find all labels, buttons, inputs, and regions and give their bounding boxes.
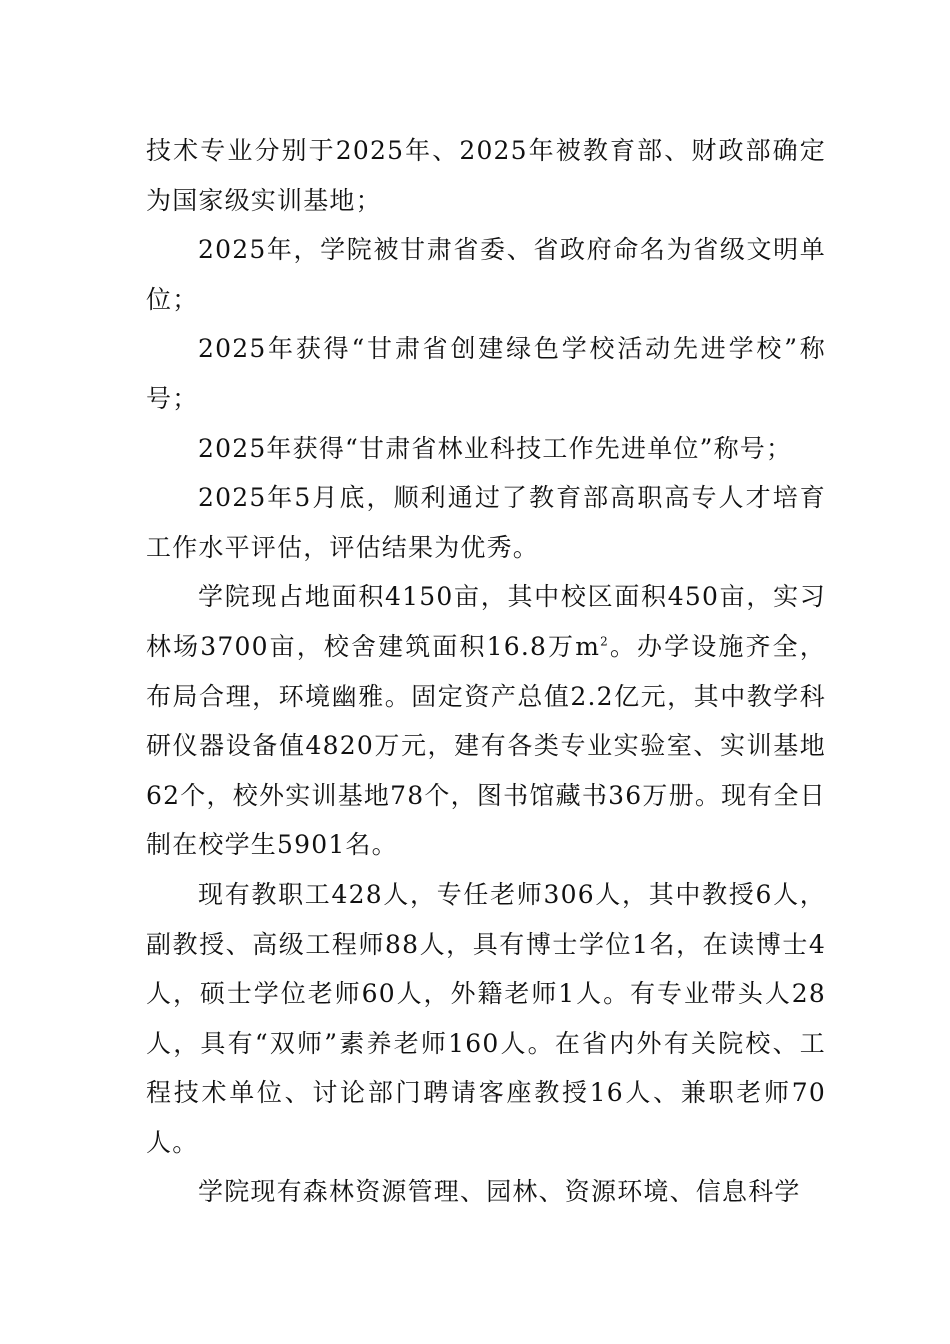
campus-area-text: 学院现占地面积4150亩，其中校区面积450亩，实习林场3700亩，校舍建筑面积16.8万 — [146, 582, 826, 661]
paragraph-campus-area — [146, 572, 826, 870]
paragraph-civilized-unit: 2025年，学院被甘肃省委、省政府命名为省级文明单位； — [146, 235, 826, 314]
campus-facilities-text: 。办学设施齐全，布局合理，环境幽雅。固定资产总值2.2亿元，其中教学科研仪器设备值4820万元，建有各类专业实验室、实训基地62个，校外实训基地78个，图书馆藏书36万册。现有全日制在校学生5901名。 — [146, 631, 827, 860]
document-body — [146, 126, 826, 1217]
paragraph-continued: 技术专业分别于2025年、2025年被教育部、财政部确定为国家级实训基地； — [146, 136, 826, 215]
paragraph-staff: 现有教职工428人，专任老师306人，其中教授6人，副教授、高级工程师88人，具有博士学位1名，在读博士4人，硕士学位老师60人，外籍老师1人。有专业带头人28人，具有“双师”素养老师160人。在省内外有关院校、工程技术单位、讨论部门聘请客座教授16人、兼职老师70人。 — [146, 879, 826, 1157]
paragraph-green-school: 2025年获得“甘肃省创建绿色学校活动先进学校”称号； — [146, 334, 826, 413]
area-unit-exponent: 2 — [600, 634, 609, 649]
paragraph-evaluation: 2025年5月底，顺利通过了教育部高职高专人才培育工作水平评估，评估结果为优秀。 — [146, 483, 826, 562]
paragraph-forestry-award: 2025年获得“甘肃省林业科技工作先进单位”称号； — [198, 433, 793, 463]
paragraph-majors: 学院现有森林资源管理、园林、资源环境、信息科学 — [198, 1177, 801, 1207]
area-unit: m — [575, 631, 601, 661]
